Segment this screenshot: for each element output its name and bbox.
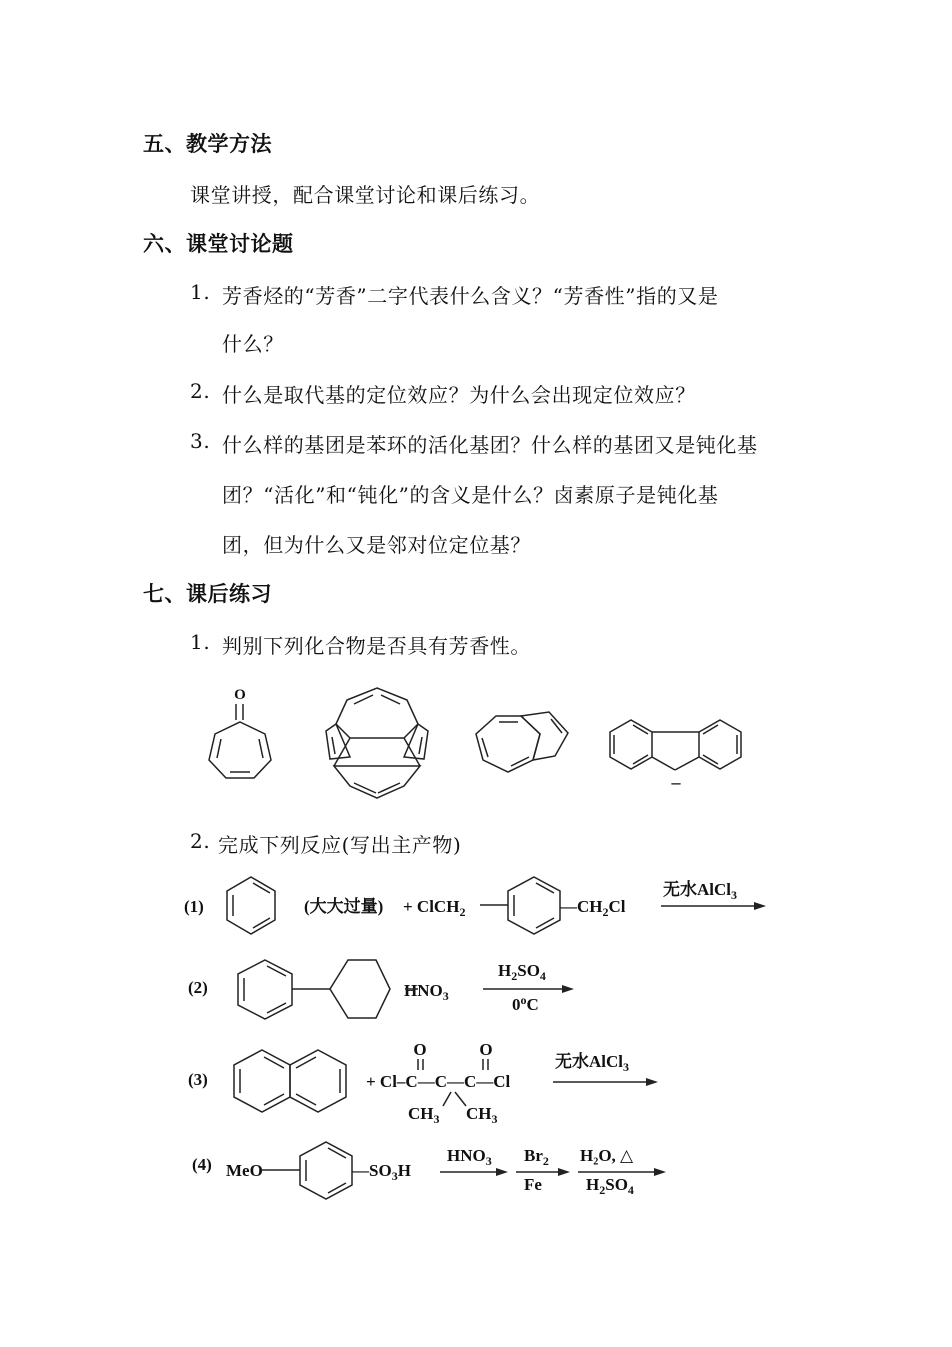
svg-text:无水AlCl3: 无水AlCl$_3$ [663,880,737,902]
teaching-method-text: 课堂讲授，配合课堂讨论和课后练习。 [190,183,541,207]
tropone-structure [209,687,271,778]
reaction-1 [184,877,766,934]
exercise-1-text: 判别下列化合物是否具有芳香性。 [222,634,531,658]
svg-text:—CH2Cl: $—CH_2Cl$ [560,897,626,919]
svg-text:(2): (2) [188,978,208,997]
svg-text:HNO3: $HNO_3$ [404,981,449,1003]
svg-text:H2SO4: $H_2SO_4$ [586,1175,634,1197]
svg-text:0oC: 0$^o$C [512,993,539,1014]
question-3-line-3: 团，但为什么又是邻对位定位基？ [222,533,531,557]
exercise-2-text: 完成下列反应(写出主产物) [218,833,462,857]
question-3-line-1: 什么样的基团是苯环的活化基团？什么样的基团又是钝化基 [222,433,758,457]
section-heading-teaching-method: 五、教学方法 [143,131,272,156]
svg-text:H2SO4: $H_2SO_4$ [498,961,546,983]
question-1-number: 1. [190,280,211,304]
svg-text:MeO: MeO [226,1161,263,1180]
fluorenyl-anion-structure [610,720,741,792]
question-3-number: 3. [190,429,211,453]
svg-text:H₂O, △: H₂O, △ [580,1146,634,1165]
svg-text:O: O [413,1040,427,1059]
svg-text:CH3: $CH_3$ [408,1104,440,1126]
question-3-line-2: 团？“活化”和“钝化”的含义是什么？卤素原子是钝化基 [222,483,719,507]
svg-text:CH3: $CH_3$ [466,1104,498,1126]
svg-text:—SO3H: $—SO_3H$ [352,1161,411,1183]
reaction-2 [188,960,574,1019]
question-1-line-2: 什么？ [222,332,284,356]
svg-text:HNO3: $HNO_3$ [447,1146,492,1168]
svg-text:+ ClCH2: + ClCH$_2$ [403,897,466,919]
svg-text:O: O [479,1040,493,1059]
azulene-structure [476,712,568,772]
exercise-1-number: 1. [190,630,211,654]
svg-text:O: O [234,687,246,703]
svg-text:(大大过量): (大大过量) [304,897,384,916]
svg-text:–: – [671,772,681,792]
polycyclic-structure-a [326,688,428,798]
section-heading-exercises: 七、课后练习 [143,581,272,606]
exercise-2-number: 2. [190,829,211,853]
question-2-line-1: 什么是取代基的定位效应？为什么会出现定位效应？ [222,383,696,407]
svg-text:无水AlCl3: 无水AlCl$_3$ [555,1052,629,1074]
reaction-4 [192,1142,666,1199]
svg-text:+ Cl–C—C—C—Cl: + Cl–C—C—C—Cl [366,1072,511,1091]
reaction-3 [188,1040,658,1126]
svg-text:Fe: Fe [524,1175,542,1194]
question-2-number: 2. [190,379,211,403]
svg-text:(4): (4) [192,1155,212,1174]
section-heading-discussion: 六、课堂讨论题 [143,231,294,256]
question-1-line-1: 芳香烃的“芳香”二字代表什么含义？“芳香性”指的又是 [222,284,719,308]
svg-text:(3): (3) [188,1070,208,1089]
svg-text:Br2: $Br_2$ [524,1146,549,1168]
svg-text:(1): (1) [184,897,204,916]
